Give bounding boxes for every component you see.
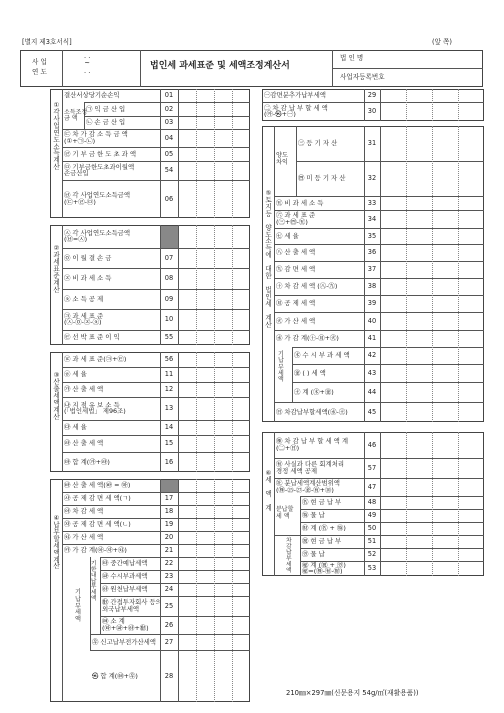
row-number: 32 [367, 174, 377, 183]
row-label: ㊍ 수 시 부 과 세 액 [294, 351, 350, 360]
row-number: 55 [164, 333, 174, 342]
section-4-label: ④ 납 부 할 세 액 계 산 [53, 514, 60, 571]
row-number: 12 [164, 385, 174, 394]
row-label: ㉱ 산 출 세 액 [64, 439, 104, 448]
corp-name-label: 법 인 명 [340, 54, 364, 62]
row-number: 19 [164, 520, 174, 529]
row-label: ㉳ 산 출 세 액(㉳ = ㉲) [64, 481, 131, 490]
row-label: ㉿ 합 계(㉽+㉾) [92, 671, 138, 680]
row-number: 52 [367, 550, 377, 559]
prepaid-tax-label-5: 기 납 부 세 액 [278, 351, 284, 384]
row-label: ㉦ 각 사업연도소득금액 (㉥=㉦) [64, 228, 131, 244]
row-number: 01 [164, 91, 174, 100]
row-label: ㉢ 차 가 감 소 득 금 액 (①+㉠-㉡) [64, 130, 128, 145]
row-label: ㊊ 공 제 세 액 [276, 299, 316, 308]
section-1-label: ① 각 사 업 연 도 소 득 계 산 [53, 101, 60, 172]
adjustment-label: 소득조정 금 액 [64, 109, 88, 123]
row-number: 51 [367, 537, 377, 546]
reg-no-label: 사업자등록번호 [340, 73, 385, 81]
section-6-label: ⑥ 세 액 계 [265, 469, 272, 512]
row-label: ㊃ 미 등 기 자 산 [298, 174, 346, 183]
row-label: ㉪ 과 세 표 준 (㉦-㉧-㉨-㉩) [64, 311, 104, 327]
row-label: ㊉ 차 감 세 액 (㊇-㊈) [276, 282, 338, 291]
row-number: 15 [164, 439, 174, 448]
section-2-label: ② 과 세 표 준 계 산 [53, 244, 60, 294]
row-label: ㉰ 세 율 [64, 423, 87, 432]
row-label: ㊇ 산 출 세 액 [276, 248, 316, 257]
row-number: 05 [164, 149, 174, 158]
row-label: ㊔ 현 금 납 부 [302, 498, 342, 507]
row-label: ㊈ 감 면 세 액 [276, 265, 316, 274]
row-number: 24 [164, 585, 174, 594]
net-payment-label: 차 감 납 부 세 액 [286, 538, 292, 575]
biz-year-label: 사 업 연 도 [32, 58, 47, 76]
row-number: 03 [164, 118, 174, 127]
row-label: ㊙ 계 (㊗ + ㊘) ㊙=(㊑-㊒-㊖) [302, 560, 346, 576]
row-label: ㉠ 익 금 산 입 [86, 104, 126, 113]
date-range: . . ~ . . [84, 52, 91, 75]
row-label: 결산서상당기순손익 [64, 91, 120, 100]
row-number: 48 [367, 498, 377, 507]
row-label: ㊌ 가 감 계(㊉-㊊+㊋) [276, 334, 339, 343]
row-label: ㉵ 차 감 세 액 [64, 507, 104, 516]
gain-label: 양도 차익 [276, 152, 288, 167]
row-label: ㉬ 과 세 표 준(㉪+㉫) [64, 355, 127, 364]
row-label: ㉻ 원천납부세액 [102, 585, 148, 594]
in-period-tax-label: 기 한 내 납 부 세 액 [91, 561, 97, 603]
row-number: 50 [367, 524, 377, 533]
row-label: ㊐ 차감납부할세액(㊌-㊏) [276, 407, 348, 416]
row-label: ㉶ 공 제 감 면 세 액(ㄴ) [64, 520, 131, 529]
row-number: 06 [164, 194, 174, 203]
prepaid-tax-label: 기 납 부 세 액 [75, 589, 81, 624]
row-label: ㉷ 가 산 세 액 [64, 533, 104, 542]
row-label: ㊖ 계 (㊔ + ㊕) [302, 524, 346, 533]
row-number: 17 [164, 494, 174, 503]
row-number: 29 [367, 91, 377, 100]
row-number: 13 [164, 404, 174, 413]
form-id: [별지 제3호서식] [22, 38, 72, 46]
page-title: 법인세 과세표준 및 세액조정계산서 [150, 61, 290, 71]
section-5-label: ⑤ 토 지 등 양 도 소 득 에 대 한 법 인 세 계 산 [265, 189, 272, 329]
row-number: 45 [367, 407, 377, 416]
row-label: ㉾ 신고납부전가산세액 [92, 637, 156, 646]
row-label: ㉭ 세 율 [64, 370, 87, 379]
row-number: 07 [164, 253, 174, 262]
row-label: ㊘ 물 납 [302, 550, 325, 559]
row-number: 44 [367, 387, 377, 396]
row-number: 41 [367, 334, 377, 343]
row-number: 10 [164, 315, 174, 324]
row-label: ㉯ 지 점 유 보 소 득 (「법인세법」 제96조) [64, 400, 126, 416]
row-number: 22 [164, 559, 174, 568]
row-number: 56 [164, 355, 174, 364]
row-number: 20 [164, 533, 174, 542]
row-number: 53 [367, 564, 377, 573]
row-label: ㉡ 손 금 산 입 [86, 118, 126, 127]
section-3-label: ③ 산 출 세 액 계 산 [53, 371, 60, 421]
row-number: 02 [164, 104, 174, 113]
row-number: 43 [367, 368, 377, 377]
row-number: 39 [367, 299, 377, 308]
row-number: 11 [164, 370, 174, 379]
row-label: ㉤ 기부금한도초과이월액 손금산입 [64, 162, 135, 178]
split-tax-label: 분납할 세 액 [276, 506, 294, 521]
row-number: 42 [367, 351, 377, 360]
row-number: 08 [164, 274, 174, 283]
shaded-cell [161, 480, 178, 492]
row-number: 16 [164, 457, 174, 466]
row-label: ㉩ 소 득 공 제 [64, 294, 104, 303]
row-number: 09 [164, 294, 174, 303]
row-number: 21 [164, 546, 174, 555]
row-number: 14 [164, 423, 174, 432]
row-label: ㊕ 물 납 [302, 511, 325, 520]
shaded-cell [161, 226, 178, 248]
row-number: 36 [367, 248, 377, 257]
row-number: 25 [164, 601, 174, 610]
row-label: ㊒ 사실과 다른 회계처리 경정 세액 공제 [276, 460, 345, 475]
row-number: 26 [164, 620, 174, 629]
row-label: ㊀감면분추가납부세액 [264, 91, 326, 100]
row-label: ㊂ 등 기 자 산 [298, 139, 338, 148]
row-label: ㊓ 분납세액계산범위액 (㊑-㉕-㉗-㊎-㊒+㉚) [276, 479, 340, 494]
row-label: ㉨ 비 과 세 소 득 [64, 274, 112, 283]
paper-spec: 210㎜×297㎜(신문용지 54g/㎡(재활용품)) [286, 689, 419, 697]
row-number: 57 [367, 463, 377, 472]
row-label: ㉧ 이 월 결 손 금 [64, 253, 112, 262]
row-label: ㉫ 선 박 표 준 이 익 [64, 333, 120, 342]
row-label: ㊅ 과 세 표 준 (㊂+㊃-㊄) [276, 211, 316, 226]
row-label: ㉼ 간접투자회사 등의 외국납부세액 [102, 598, 162, 613]
page-side: (앞 쪽) [432, 38, 452, 46]
row-number: 04 [164, 133, 174, 142]
row-number: 49 [367, 511, 377, 520]
row-number: 30 [367, 107, 377, 116]
row-label: ㊋ 가 산 세 액 [276, 316, 316, 325]
row-label: ㊄ 비 과 세 소 득 [276, 198, 324, 207]
row-label: ㊏ 계 (㊍+㊎) [294, 387, 334, 396]
row-number: 47 [367, 482, 377, 491]
row-label: ㊆ 세 율 [276, 231, 299, 240]
row-number: 18 [164, 507, 174, 516]
row-number: 40 [367, 316, 377, 325]
row-number: 46 [367, 440, 377, 449]
row-number: 35 [367, 231, 377, 240]
row-label: ㉺ 수시부과세액 [102, 572, 148, 581]
row-number: 33 [367, 198, 377, 207]
row-number: 31 [367, 139, 377, 148]
row-label: ㉴ 공 제 감 면 세 액(ㄱ) [64, 494, 131, 503]
row-label: ㊗ 현 금 납 부 [302, 537, 342, 546]
row-label: ㉸ 가 감 계(㉵-㉶+㉷) [64, 546, 127, 555]
row-number: 54 [164, 166, 174, 175]
row-label: ㉣ 기 부 금 한 도 초 과 액 [64, 149, 137, 158]
row-label: ㊎ ( ) 세 액 [294, 368, 326, 377]
row-number: 23 [164, 572, 174, 581]
row-label: ㉲ 합 계(㉮+㉱) [64, 457, 110, 466]
row-number: 38 [367, 282, 377, 291]
row-number: 27 [164, 637, 174, 646]
row-number: 37 [367, 265, 377, 274]
row-label: ㉮ 산 출 세 액 [64, 385, 104, 394]
row-number: 28 [164, 671, 174, 680]
row-label: ㉹ 중간예납세액 [102, 559, 148, 568]
row-label: ㉽ 소 계 (㉹+㉺+㉻+㉼) [102, 617, 149, 632]
row-number: 34 [367, 214, 377, 223]
row-label: ㉥ 각 사업연도소득금액 (㉢+㉣-㉤) [64, 191, 131, 206]
row-label: ㊑ 차 감 납 부 할 세 액 계 (㊁+㊐) [276, 437, 349, 452]
row-label: ㊁ 차 감 납 부 할 세 액 (㉸-㉿+㊀) [264, 103, 328, 119]
